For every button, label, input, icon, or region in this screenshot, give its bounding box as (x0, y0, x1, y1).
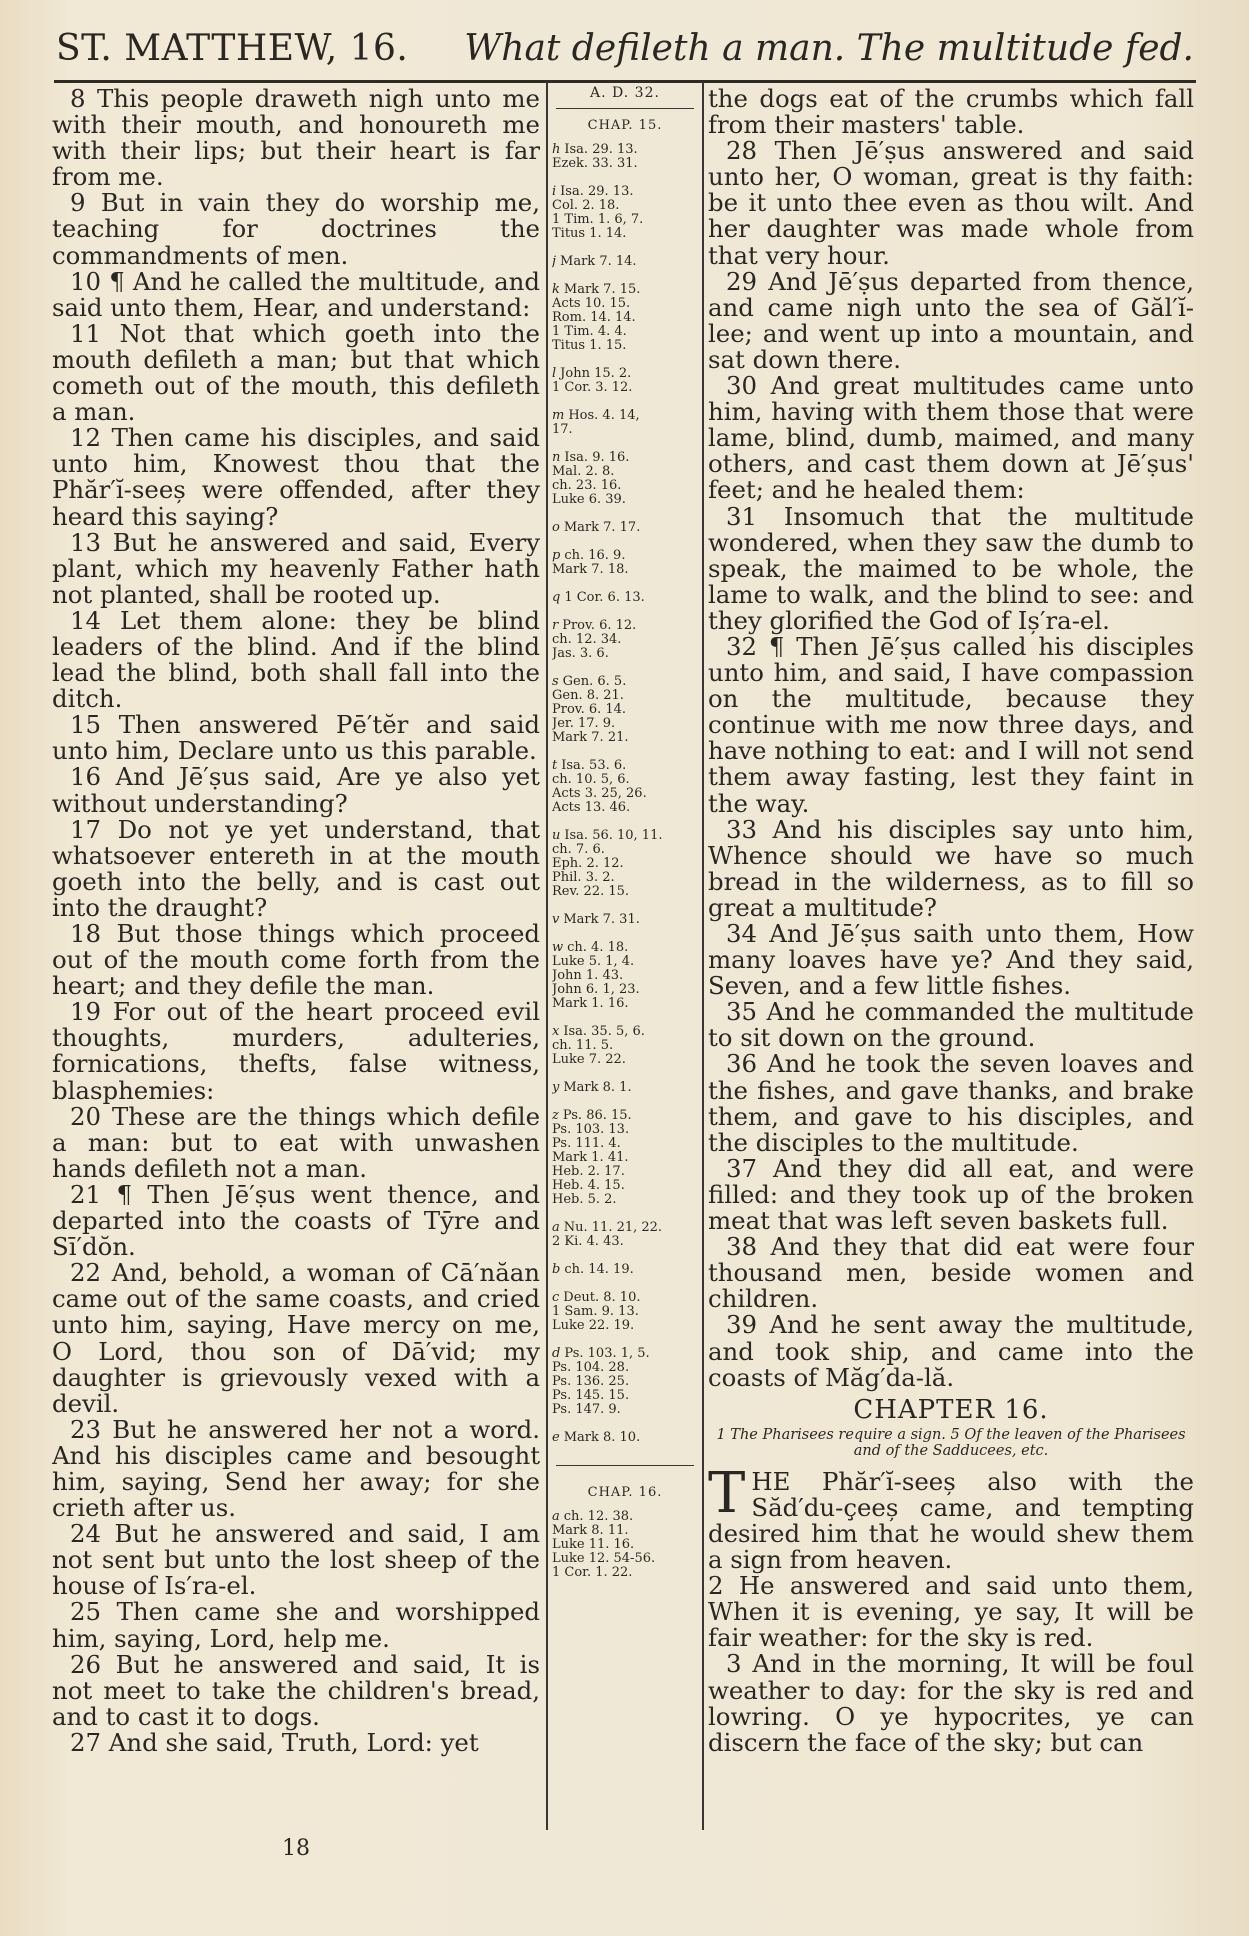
reference-text: Ps. 86. 15. Ps. 103. 13. Ps. 111. 4. Mark 1. 41. Heb. 2. 17. Heb. 4. 15. Heb. 5. 2. (552, 1108, 632, 1207)
left-verse: 18 But those things which proceed out of the mouth come forth from the heart; and they defile the man. (52, 919, 540, 1001)
left-text-column (52, 86, 540, 1826)
reference-key: b (552, 1262, 561, 1277)
reference-text: Mark 7. 17. (563, 520, 641, 535)
left-verse: 16 And Jē′ṣus said, Are ye also yet without understanding? (52, 762, 540, 818)
reference-text: Mark 7. 14. (560, 254, 637, 269)
cross-reference (552, 1081, 698, 1095)
cross-reference (552, 549, 698, 577)
reference-text: ch. 16. 9. Mark 7. 18. (552, 548, 629, 577)
right-column-divider (702, 82, 704, 1830)
right-verse: the dogs eat of the crumbs which fall from their masters' table. (708, 86, 1194, 140)
cross-reference (552, 1291, 698, 1333)
reference-text: Mark 7. 15. Acts 10. 15. Rom. 14. 14. 1 Tim. 4. 4. Titus 1. 15. (552, 282, 641, 353)
left-verse: 15 Then answered Pē′tĕr and said unto him, Declare unto us this parable. (52, 710, 540, 766)
reference-key: t (552, 758, 558, 773)
reference-key: l (552, 366, 557, 381)
right-verse: 38 And they that did eat were four thousand men, beside women and children. (708, 1232, 1194, 1314)
reference-text: Ps. 103. 1, 5. Ps. 104. 28. Ps. 136. 25. Ps. 145. 15. Ps. 147. 9. (552, 1346, 650, 1417)
reference-key: r (552, 618, 559, 633)
left-verse: 27 And she said, Truth, Lord: yet (70, 1727, 479, 1757)
reference-text: Nu. 11. 21, 22. 2 Ki. 4. 43. (552, 1220, 663, 1249)
cross-reference (552, 619, 698, 661)
left-verse: 13 But he answered and said, Every plant, which my heavenly Father hath not planted, shall be rooted up. (52, 527, 540, 609)
reference-text: Gen. 6. 5. Gen. 8. 21. Prov. 6. 14. Jer. 17. 9. Mark 7. 21. (552, 674, 629, 745)
reference-text: ch. 14. 19. (564, 1262, 634, 1277)
chapter-16-references (552, 1510, 698, 1580)
cross-reference (552, 1263, 698, 1277)
right-verse: 34 And Jē′ṣus saith unto them, How many loaves have ye? And they said, Seven, and a few little fishes. (708, 919, 1194, 1001)
cross-reference (552, 409, 698, 437)
left-verse: 8 This people draweth nigh unto me with their mouth, and honoureth me with their lips; but their heart is far from me. (52, 86, 540, 192)
right-verse: 36 And he took the seven loaves and the fishes, and gave thanks, and brake them, and gave to his disciples, and the disciples to the multitude. (708, 1049, 1194, 1157)
reference-key: s (552, 674, 559, 689)
reference-key: d (552, 1346, 561, 1361)
reference-text: Hos. 4. 14, 17. (552, 408, 640, 437)
cross-reference (552, 1431, 698, 1445)
right-verse: 37 And they did all eat, and were filled: and they took up of the broken meat that was left seven baskets full. (708, 1153, 1194, 1236)
running-header (56, 28, 1194, 80)
verse-text: HE Phăr′ĭ-seeș also with the Săd′du-çeeș came, and tempting desired him that he would shew them a sign from heaven. (708, 1466, 1194, 1575)
reference-key: k (552, 282, 560, 297)
right-verse: 31 Insomuch that the multitude wondered, when they saw the dumb to speak, the maimed to be whole, the lame to walk, and the blind to see: and they glorified the God of Iș′ra-el. (708, 501, 1194, 635)
cross-reference (552, 1109, 698, 1207)
reference-key: w (552, 940, 564, 955)
cross-reference (552, 591, 698, 605)
cross-reference (552, 1347, 698, 1417)
left-verse: 21 ¶ Then Jē′ṣus went thence, and departed into the coasts of Tȳre and Sī′dŏn. (52, 1179, 540, 1262)
reference-key: o (552, 520, 560, 535)
reference-key: x (552, 1024, 560, 1039)
reference-key: v (552, 912, 560, 927)
cross-reference (552, 675, 698, 745)
reference-key: i (552, 184, 557, 199)
reference-key: z (552, 1108, 559, 1123)
reference-rule (556, 108, 694, 109)
reference-key: u (552, 828, 561, 843)
cross-reference (552, 1510, 698, 1580)
ch16-verse: 2 He answered and said unto them, When it is evening, ye say, It will be fair weather: for the sky is red. (708, 1571, 1194, 1653)
reference-key: q (552, 590, 561, 605)
cross-reference (552, 829, 698, 899)
cross-reference (552, 143, 698, 171)
cross-reference (552, 185, 698, 241)
reference-text: Mark 8. 10. (563, 1430, 641, 1445)
right-text-column (708, 86, 1194, 1826)
reference-text: 1 Cor. 6. 13. (564, 590, 645, 605)
reference-key: m (552, 408, 565, 423)
cross-reference (552, 521, 698, 535)
right-verse: 30 And great multitudes came unto him, having with them those that were lame, blind, dumb, maimed, and many others, and cast them down at Jē′ṣus' feet; and he healed them: (708, 371, 1194, 505)
chapter-15-verses (708, 86, 1194, 1391)
reference-text: ch. 12. 38. Mark 8. 11. Luke 11. 16. Luke 12. 54-56. 1 Cor. 1. 22. (552, 1509, 656, 1580)
cross-reference (552, 1221, 698, 1249)
book-chapter-heading: ST. MATTHEW, 16. (56, 28, 409, 69)
left-verse: 9 But in vain they do worship me, teaching for doctrines the commandments of men. (52, 188, 540, 270)
reference-text: Isa. 35. 5, 6. ch. 11. 5. Luke 7. 22. (552, 1024, 645, 1067)
reference-key: p (552, 548, 561, 563)
left-verse: 25 Then came she and worshipped him, saying, Lord, help me. (52, 1597, 540, 1653)
chapter-16-verses (708, 1573, 1194, 1756)
reference-key: c (552, 1290, 560, 1305)
left-verse: 14 Let them alone: they be blind leaders of the blind. And if the blind lead the blind, both shall fall into the ditch. (52, 605, 540, 714)
left-verse: 11 Not that which goeth into the mouth defileth a man; but that which cometh out of the mouth, this defileth a man. (52, 318, 540, 427)
reference-text: Isa. 9. 16. Mal. 2. 8. ch. 23. 16. Luke 6. 39. (552, 450, 630, 507)
chapter-16-summary: 1 The Pharisees require a sign. 5 Of the leaven of the Pharisees and of the Sadducees, etc. (716, 1426, 1186, 1459)
left-verse: 17 Do not ye yet understand, that whatsoever entereth in at the mouth goeth into the belly, and is cast out into the draught? (52, 814, 540, 922)
chapter-15-references (552, 143, 698, 1445)
reference-text: ch. 4. 18. Luke 5. 1, 4. John 1. 43. John 6. 1, 23. Mark 1. 16. (552, 940, 640, 1011)
reference-text: Mark 8. 1. (563, 1080, 632, 1095)
drop-cap: T (708, 1460, 746, 1526)
page-number: 18 (282, 1836, 310, 1861)
left-verse: 20 These are the things which defile a man: but to eat with unwashen hands defileth not a man. (52, 1101, 540, 1183)
reference-key: a (552, 1509, 560, 1524)
left-verse: 26 But he answered and said, It is not meet to take the children's bread, and to cast it to dogs. (52, 1649, 540, 1731)
cross-reference (552, 941, 698, 1011)
cross-reference (552, 1025, 698, 1067)
reference-text: Isa. 29. 13. Ezek. 33. 31. (552, 142, 638, 171)
reference-key: e (552, 1430, 560, 1445)
right-verse: 32 ¶ Then Jē′ṣus called his disciples unto him, and said, I have compassion on the multitude, because they continue with me now three days, and have nothing to eat: and I will not send them away fasting, lest they faint in the way. (708, 631, 1194, 818)
reference-text: Mark 7. 31. (563, 912, 640, 927)
cross-reference (552, 759, 698, 815)
left-verse: 12 Then came his disciples, and said unto him, Knowest thou that the Phăr′ĭ-seeș were offended, after they heard this saying? (52, 423, 540, 531)
right-verse: 39 And he sent away the multitude, and took ship, and came into the coasts of Măg′da-lă. (708, 1310, 1194, 1392)
reference-text: Prov. 6. 12. ch. 12. 34. Jas. 3. 6. (552, 618, 637, 661)
chapter-16-reference-label: CHAP. 16. (587, 1485, 663, 1500)
left-column-divider (546, 82, 548, 1830)
right-verse: 33 And his disciples say unto him, Whence should we have so much bread in the wilderness, as to fill so great a multitude? (708, 814, 1194, 922)
reference-text: Isa. 56. 10, 11. ch. 7. 6. Eph. 2. 12. Phil. 3. 2. Rev. 22. 15. (552, 828, 663, 899)
reference-text: Isa. 29. 13. Col. 2. 18. 1 Tim. 1. 6, 7. Titus 1. 14. (552, 184, 644, 241)
cross-reference (552, 283, 698, 353)
reference-key: y (552, 1080, 560, 1095)
chapter-15-reference-label: CHAP. 15. (587, 118, 663, 133)
header-rule (54, 80, 1196, 83)
reference-text: John 15. 2. 1 Cor. 3. 12. (552, 366, 633, 395)
reference-key: a (552, 1220, 560, 1235)
page-topic-heading: What defileth a man. The multitude fed. (464, 28, 1194, 69)
chapter-16-title: CHAPTER 16. (853, 1394, 1049, 1425)
cross-reference (552, 451, 698, 507)
left-verse: 19 For out of the heart proceed evil thoughts, murders, adulteries, fornications, thefts, false witness, blasphemies: (52, 997, 540, 1105)
year-marker: A. D. 32. (590, 86, 660, 101)
right-verse: 35 And he commanded the multitude to sit down on the ground. (708, 997, 1194, 1053)
cross-reference (552, 913, 698, 927)
reference-text: Isa. 53. 6. ch. 10. 5, 6. Acts 3. 25, 26. Acts 13. 46. (552, 758, 647, 815)
right-verse: 29 And Jē′ṣus departed from thence, and came nigh unto the sea of Găl′ĭ-lee; and went up into a mountain, and sat down there. (708, 266, 1194, 374)
chapter-16-verse-1 (708, 1460, 1194, 1575)
ch16-verse: 3 And in the morning, It will be foul weather to day: for the sky is red and lowring. O ye hypocrites, ye can discern the face of the sky; but can (708, 1649, 1194, 1757)
left-verse: 23 But he answered her not a word. And his disciples came and besought him, saying, Send her away; for she crieth after us. (52, 1414, 540, 1523)
cross-reference (552, 255, 698, 269)
cross-reference (552, 367, 698, 395)
reference-key: j (552, 254, 557, 269)
reference-text: Deut. 8. 10. 1 Sam. 9. 13. Luke 22. 19. (552, 1290, 641, 1333)
reference-key: n (552, 450, 561, 465)
reference-key: h (552, 142, 561, 157)
reference-rule (556, 1465, 694, 1466)
left-verse: 22 And, behold, a woman of Cā′năan came out of the same coasts, and cried unto him, saying, Have mercy on me, O Lord, thou son of Dā′vid; my daughter is grievously vexed with a devil. (52, 1258, 540, 1418)
center-reference-column (552, 86, 698, 1826)
left-verse: 10 ¶ And he called the multitude, and said unto them, Hear, and understand: (52, 266, 540, 322)
right-verse: 28 Then Jē′ṣus answered and said unto her, O woman, great is thy faith: be it unto thee even as thou wilt. And her daughter was made whole from that very hour. (708, 136, 1194, 270)
left-verse: 24 But he answered and said, I am not sent but unto the lost sheep of the house of Is′ra-el. (52, 1519, 540, 1601)
